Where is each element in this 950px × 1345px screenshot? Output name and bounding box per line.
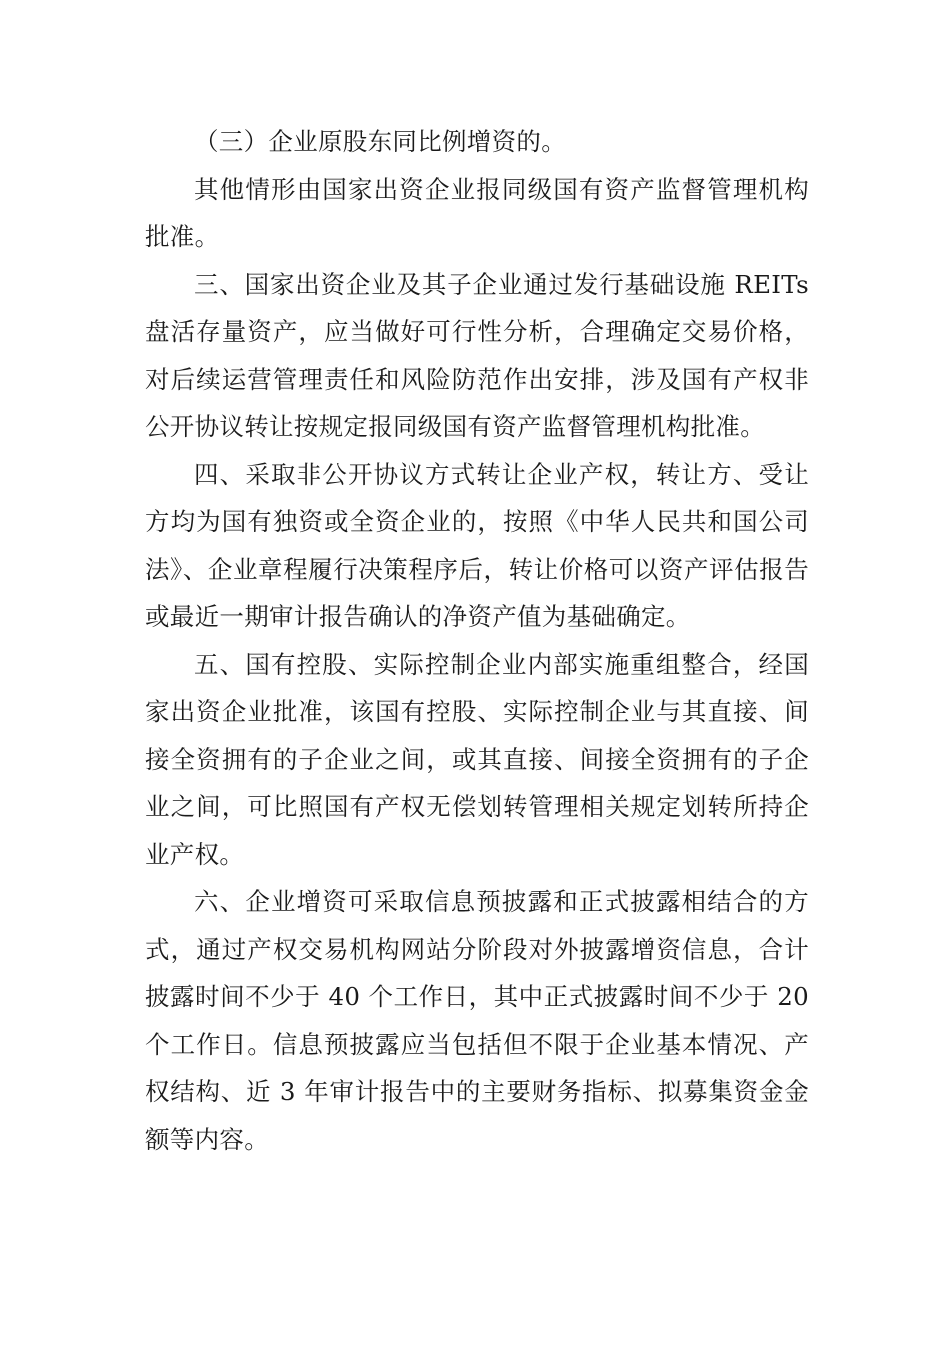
paragraph-other-cases: 其他情形由国家出资企业报同级国有资产监督管理机构批准。 [145, 174, 809, 251]
document-body [145, 118, 809, 1163]
paragraph-item-6-capital-increase: 六、企业增资可采取信息预披露和正式披露相结合的方式，通过产权交易机构网站分阶段对外披露增资信息，合计披露时间不少于 40 个工作日，其中正式披露时间不少于 20 个工作日。信息预披露应当包括但不限于企业基本情况、产权结构、近 3 年审计报告中的主要财务指标、拟募集资金金额等内容。 [145, 887, 809, 1154]
paragraph-item-4-transfer: 四、采取非公开协议方式转让企业产权，转让方、受让方均为国有独资或全资企业的，按照《中华人民共和国公司法》、企业章程履行决策程序后，转让价格可以资产评估报告或最近一期审计报告确认的净资产值为基础确定。 [145, 459, 809, 631]
paragraph-clause-3: （三）企业原股东同比例增资的。 [194, 127, 566, 156]
paragraph-item-3-reits: 三、国家出资企业及其子企业通过发行基础设施 REITs 盘活存量资产，应当做好可行性分析，合理确定交易价格，对后续运营管理责任和风险防范作出安排，涉及国有产权非公开协议转让按规定报同级国有资产监督管理机构批准。 [145, 269, 809, 441]
paragraph-item-5-restructuring: 五、国有控股、实际控制企业内部实施重组整合，经国家出资企业批准，该国有控股、实际控制企业与其直接、间接全资拥有的子企业之间，或其直接、间接全资拥有的子企业之间，可比照国有产权无偿划转管理相关规定划转所持企业产权。 [145, 649, 809, 869]
